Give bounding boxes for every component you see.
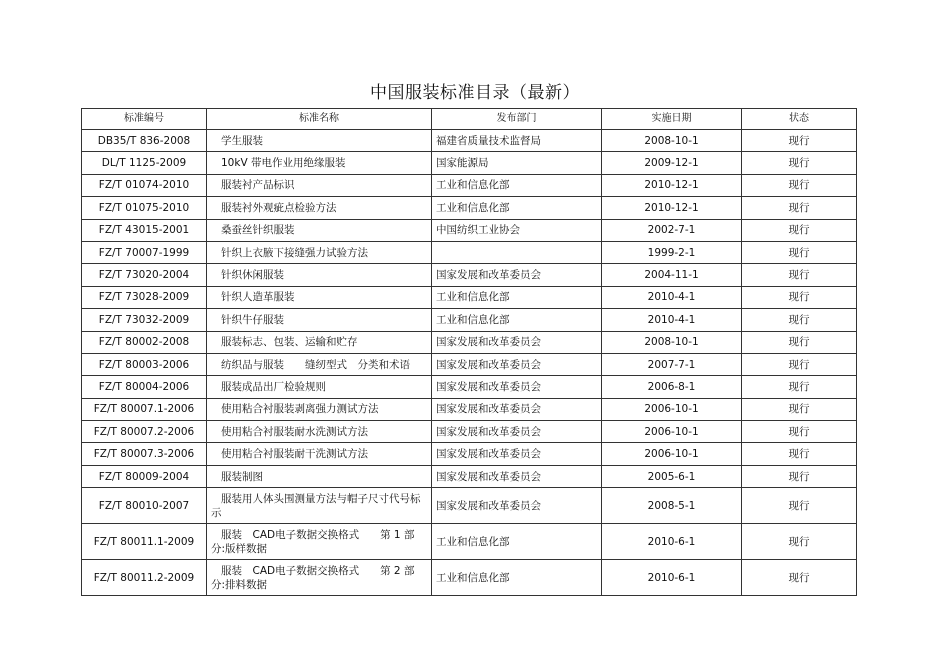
table-row	[82, 353, 857, 375]
table-row	[82, 152, 857, 174]
cell-publisher: 中国纺织工业协会	[432, 219, 602, 241]
cell-status: 现行	[742, 264, 857, 286]
cell-standard-code: FZ/T 73028-2009	[82, 286, 207, 308]
cell-standard-name: 针织上衣腋下接缝强力试验方法	[207, 241, 432, 263]
cell-standard-code: FZ/T 80011.2-2009	[82, 560, 207, 596]
cell-standard-code: FZ/T 01074-2010	[82, 174, 207, 196]
cell-standard-code: FZ/T 80002-2008	[82, 331, 207, 353]
cell-status: 现行	[742, 241, 857, 263]
cell-publisher: 国家发展和改革委员会	[432, 443, 602, 465]
page-title: 中国服装标准目录（最新）	[370, 83, 580, 103]
cell-standard-code: FZ/T 80007.1-2006	[82, 398, 207, 420]
cell-standard-code: DL/T 1125-2009	[82, 152, 207, 174]
cell-standard-code: FZ/T 73020-2004	[82, 264, 207, 286]
table-row	[82, 488, 857, 524]
standards-table	[81, 108, 857, 596]
cell-standard-name: 使用粘合衬服装剥离强力测试方法	[207, 398, 432, 420]
cell-effective-date: 2008-10-1	[602, 130, 742, 152]
cell-effective-date: 2010-4-1	[602, 286, 742, 308]
table-row	[82, 524, 857, 560]
cell-effective-date: 2010-12-1	[602, 197, 742, 219]
cell-effective-date: 2009-12-1	[602, 152, 742, 174]
table-row	[82, 286, 857, 308]
cell-publisher: 工业和信息化部	[432, 560, 602, 596]
cell-effective-date: 2006-10-1	[602, 421, 742, 443]
table-row	[82, 219, 857, 241]
cell-standard-name: 服装制图	[207, 465, 432, 487]
cell-standard-code: FZ/T 80007.2-2006	[82, 421, 207, 443]
cell-standard-name: 针织休闲服装	[207, 264, 432, 286]
cell-status: 现行	[742, 219, 857, 241]
cell-standard-name: 服装 CAD电子数据交换格式 第 2 部分:排料数据	[207, 560, 432, 596]
cell-effective-date: 2010-6-1	[602, 560, 742, 596]
cell-effective-date: 2010-6-1	[602, 524, 742, 560]
cell-status: 现行	[742, 286, 857, 308]
cell-effective-date: 2004-11-1	[602, 264, 742, 286]
cell-effective-date: 2006-8-1	[602, 376, 742, 398]
cell-publisher: 工业和信息化部	[432, 524, 602, 560]
cell-status: 现行	[742, 421, 857, 443]
cell-status: 现行	[742, 152, 857, 174]
cell-standard-code: FZ/T 80003-2006	[82, 353, 207, 375]
cell-effective-date: 2010-4-1	[602, 309, 742, 331]
table-row	[82, 174, 857, 196]
cell-standard-name: 服装衬产品标识	[207, 174, 432, 196]
cell-effective-date: 2008-5-1	[602, 488, 742, 524]
table-row	[82, 465, 857, 487]
cell-standard-code: FZ/T 80009-2004	[82, 465, 207, 487]
cell-standard-name: 使用粘合衬服装耐干洗测试方法	[207, 443, 432, 465]
cell-publisher: 国家发展和改革委员会	[432, 264, 602, 286]
column-header-code: 标准编号	[82, 109, 207, 130]
cell-standard-code: FZ/T 80011.1-2009	[82, 524, 207, 560]
table-row	[82, 309, 857, 331]
cell-standard-name: 桑蚕丝针织服装	[207, 219, 432, 241]
table-row	[82, 421, 857, 443]
cell-status: 现行	[742, 465, 857, 487]
table-row	[82, 264, 857, 286]
cell-status: 现行	[742, 560, 857, 596]
cell-publisher: 国家发展和改革委员会	[432, 331, 602, 353]
cell-status: 现行	[742, 331, 857, 353]
cell-status: 现行	[742, 443, 857, 465]
column-header-status: 状态	[742, 109, 857, 130]
cell-status: 现行	[742, 353, 857, 375]
cell-publisher: 国家发展和改革委员会	[432, 488, 602, 524]
cell-standard-name: 针织牛仔服装	[207, 309, 432, 331]
cell-standard-name: 10kV 带电作业用绝缘服装	[207, 152, 432, 174]
cell-effective-date: 2010-12-1	[602, 174, 742, 196]
table-row	[82, 331, 857, 353]
cell-standard-name: 服装标志、包装、运输和贮存	[207, 331, 432, 353]
cell-publisher	[432, 241, 602, 263]
cell-publisher: 国家发展和改革委员会	[432, 376, 602, 398]
table-row	[82, 443, 857, 465]
cell-effective-date: 1999-2-1	[602, 241, 742, 263]
cell-standard-name: 纺织品与服装 缝纫型式 分类和术语	[207, 353, 432, 375]
cell-status: 现行	[742, 398, 857, 420]
cell-status: 现行	[742, 130, 857, 152]
column-header-date: 实施日期	[602, 109, 742, 130]
table-row	[82, 130, 857, 152]
column-header-org: 发布部门	[432, 109, 602, 130]
cell-publisher: 工业和信息化部	[432, 174, 602, 196]
cell-standard-name: 针织人造革服装	[207, 286, 432, 308]
cell-effective-date: 2005-6-1	[602, 465, 742, 487]
table-body	[82, 130, 857, 596]
cell-standard-code: FZ/T 43015-2001	[82, 219, 207, 241]
column-header-name: 标准名称	[207, 109, 432, 130]
cell-standard-code: DB35/T 836-2008	[82, 130, 207, 152]
cell-effective-date: 2006-10-1	[602, 443, 742, 465]
cell-publisher: 福建省质量技术监督局	[432, 130, 602, 152]
cell-standard-name: 使用粘合衬服装耐水洗测试方法	[207, 421, 432, 443]
cell-status: 现行	[742, 174, 857, 196]
cell-standard-name: 服装 CAD电子数据交换格式 第 1 部分:版样数据	[207, 524, 432, 560]
cell-publisher: 工业和信息化部	[432, 309, 602, 331]
cell-status: 现行	[742, 488, 857, 524]
cell-effective-date: 2008-10-1	[602, 331, 742, 353]
cell-publisher: 国家发展和改革委员会	[432, 398, 602, 420]
cell-standard-code: FZ/T 80004-2006	[82, 376, 207, 398]
cell-standard-name: 服装成品出厂检验规则	[207, 376, 432, 398]
cell-standard-code: FZ/T 80010-2007	[82, 488, 207, 524]
cell-effective-date: 2007-7-1	[602, 353, 742, 375]
cell-standard-code: FZ/T 80007.3-2006	[82, 443, 207, 465]
cell-standard-name: 服装衬外观疵点检验方法	[207, 197, 432, 219]
table-row	[82, 241, 857, 263]
cell-effective-date: 2006-10-1	[602, 398, 742, 420]
cell-status: 现行	[742, 524, 857, 560]
cell-effective-date: 2002-7-1	[602, 219, 742, 241]
cell-standard-code: FZ/T 70007-1999	[82, 241, 207, 263]
cell-publisher: 国家发展和改革委员会	[432, 465, 602, 487]
cell-standard-name: 学生服装	[207, 130, 432, 152]
cell-publisher: 工业和信息化部	[432, 286, 602, 308]
cell-publisher: 国家发展和改革委员会	[432, 421, 602, 443]
table-row	[82, 376, 857, 398]
cell-status: 现行	[742, 197, 857, 219]
table-row	[82, 560, 857, 596]
cell-publisher: 国家能源局	[432, 152, 602, 174]
table-row	[82, 398, 857, 420]
table-header-row	[82, 109, 857, 130]
cell-publisher: 国家发展和改革委员会	[432, 353, 602, 375]
cell-publisher: 工业和信息化部	[432, 197, 602, 219]
cell-standard-code: FZ/T 73032-2009	[82, 309, 207, 331]
cell-status: 现行	[742, 309, 857, 331]
cell-standard-name: 服装用人体头围测量方法与帽子尺寸代号标示	[207, 488, 432, 524]
table-row	[82, 197, 857, 219]
cell-status: 现行	[742, 376, 857, 398]
cell-standard-code: FZ/T 01075-2010	[82, 197, 207, 219]
